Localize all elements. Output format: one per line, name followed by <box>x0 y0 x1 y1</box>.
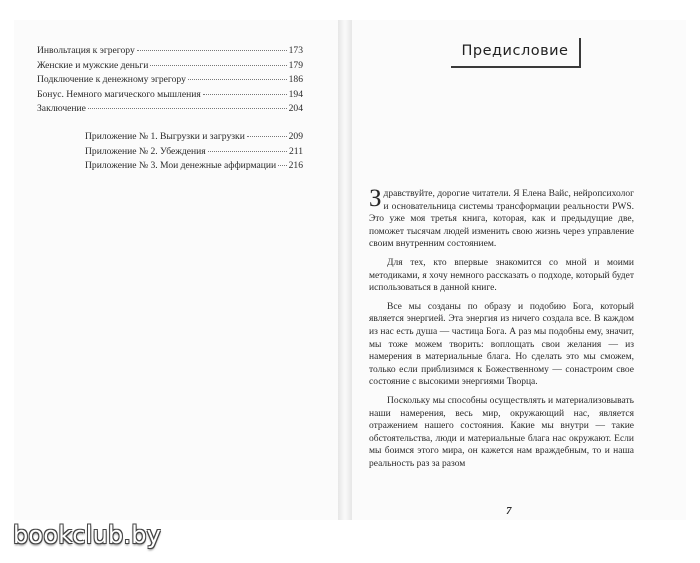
chapter-heading: Предисловие <box>451 38 581 68</box>
toc-entry: Инвольтация к эгрегору 173 <box>37 45 303 56</box>
toc-leader <box>137 49 287 51</box>
page-number: 7 <box>506 505 512 517</box>
chapter-body <box>369 185 634 476</box>
toc-leader <box>150 64 286 66</box>
toc-appendix: Приложение № 3. Мои денежные аффирмации 216 <box>85 160 303 172</box>
paragraph: Все мы созданы по образу и подобию Бога, который является энергией. Эта энергия из ничего создала все. В каждом из нас есть душа — частица Бога. А раз мы подобны ему, значит, мы тоже можем творить: воплощать свои желания — из намерения в материальные блага. Но сделать это мы сможем, только если приблизимся к Божественному — сонастроим свое состояние с высокими энергиями Творца. <box>369 301 634 388</box>
paragraph: Здравствуйте, дорогие читатели. Я Елена Вайс, нейропсихолог и основательница системы трансформации реальности PWS. Это уже моя третья книга, которая, как и предыдущие две, поможет тысячам людей изменить свою жизнь через управление своим внутренним состоянием. <box>369 185 634 250</box>
watermark-logo: bookclub.by <box>13 521 162 549</box>
toc-entry: Заключение 204 <box>37 103 303 115</box>
table-of-contents <box>37 44 303 174</box>
paragraph: Для тех, кто впервые знакомится со мной и моими методиками, я хочу немного рассказать о подходе, который будет использоваться в данной книге. <box>369 257 634 294</box>
toc-leader <box>208 150 287 152</box>
book-gutter <box>338 20 352 520</box>
paragraph: Поскольку мы способны осуществлять и материализовывать наши намерения, весь мир, окружающий нас, является отражением нашего состояния. Какие мы внутри — такие обстоятельства, люди и материальные блага нас окружают. Если мы боимся этого мира, он кажется нам враждебным, то и наша реальность раз за разом <box>369 395 634 469</box>
toc-leader <box>247 135 287 137</box>
toc-appendix: Приложение № 2. Убеждения 211 <box>85 145 303 157</box>
toc-leader <box>88 107 287 109</box>
toc-leader <box>203 93 287 95</box>
toc-leader <box>188 78 287 80</box>
toc-leader <box>278 164 286 166</box>
toc-entry: Бонус. Немного магического мышления 194 <box>37 88 303 100</box>
toc-entry: Женские и мужские деньги 179 <box>37 59 303 71</box>
toc-entry: Подключение к денежному эгрегору 186 <box>37 74 303 86</box>
drop-cap: З <box>369 185 382 212</box>
toc-appendix: Приложение № 1. Выгрузки и загрузки 209 <box>85 130 303 142</box>
